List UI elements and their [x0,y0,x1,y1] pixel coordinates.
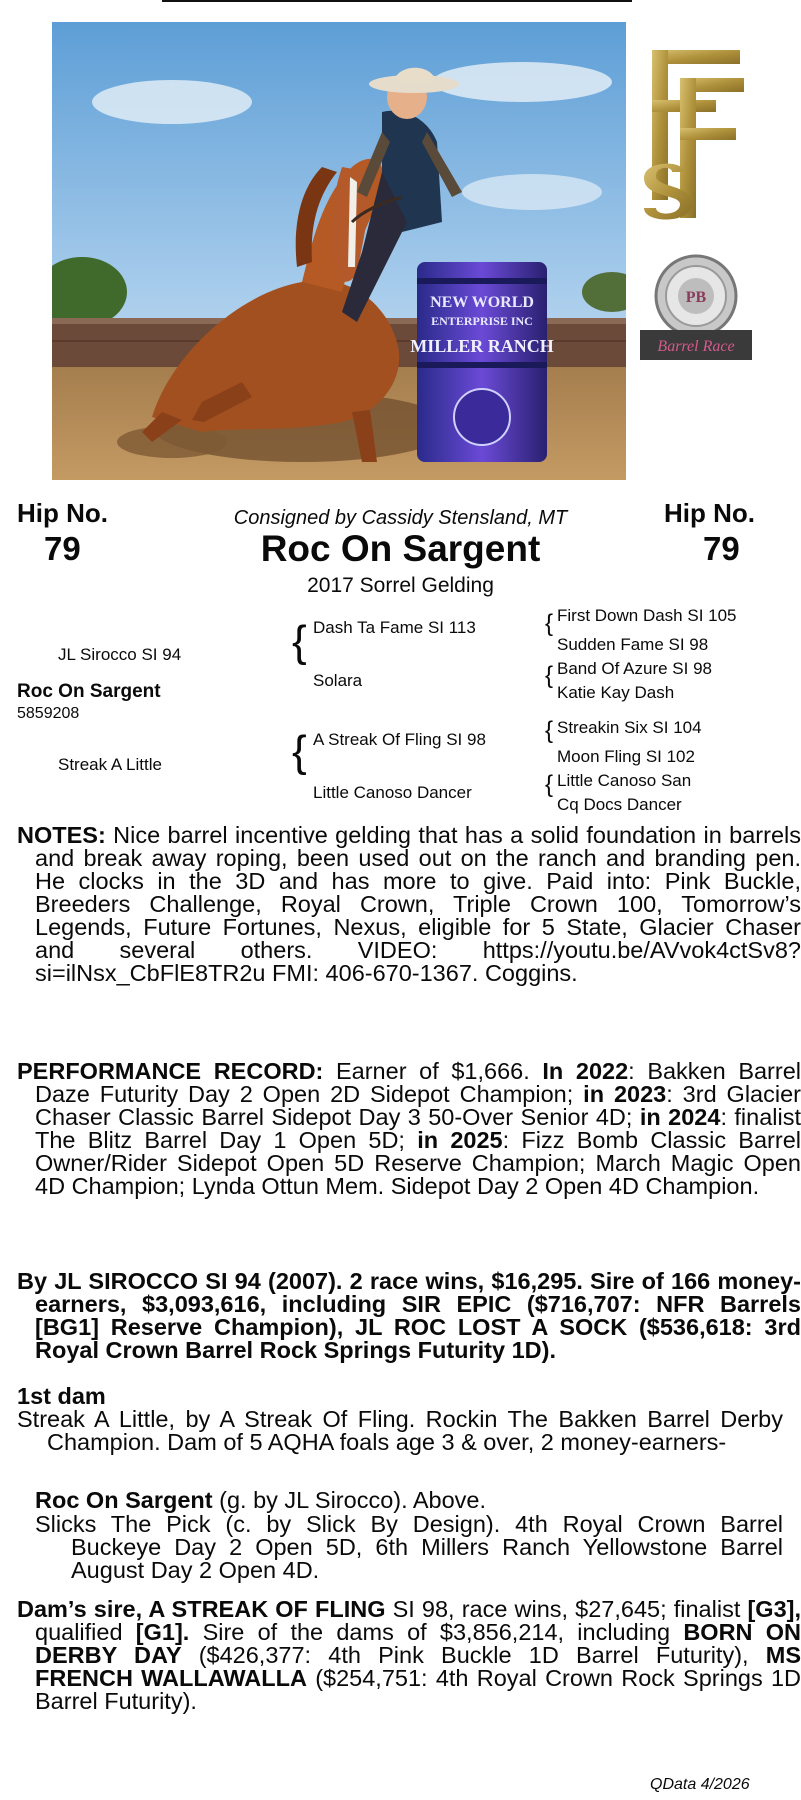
dams-sire-g3: [G3], [747,1596,801,1622]
produce-item-2 [35,1513,783,1582]
first-dam-heading: 1st dam [17,1383,106,1409]
performance-text-2022: : Bakken Barrel Daze Futurity Day 2 Open 2D Sidepot Champion; [35,1058,801,1107]
notes-section [17,824,801,985]
hip-number-right: 79 [703,530,740,567]
pedigree-g3-1: First Down Dash SI 105 [557,606,737,625]
brace-dam: { [292,727,307,776]
barrel-text-2: ENTERPRISE INC [431,314,533,328]
dams-sire-t4: ($426,377: 4th Pink Buckle 1D Barrel Futurity), [181,1642,766,1668]
brace-g3-3: { [545,717,554,744]
hip-label-right: Hip No. [664,498,755,528]
performance-year-2024: in 2024 [639,1104,721,1130]
pedigree-sire-sire: Dash Ta Fame SI 113 [313,618,476,637]
performance-year-2025: in 2025 [417,1127,503,1153]
svg-text:PB: PB [685,289,707,306]
performance-section [17,1060,801,1198]
performance-text-2025: : Fizz Bomb Classic Barrel Owner/Rider Sidepot Open 5D Reserve Champion; March Magic Open 4D Champion; Lynda Ottun Mem. Sidepot Day 2 Open 4D Champion. [35,1127,801,1199]
pedigree-sire-dam: Solara [313,671,363,690]
notes-text: Nice barrel incentive gelding that has a solid foundation in barrels and break away roping, been used out on the ranch and branding pen. He clocks in the 3D and has more to give. Paid into: Pink Buckle, Breeders Challenge, Royal Crown, Triple Crown 100, Tomorrow’s Legends, Future Fortunes, Nexus, eligible for 5 State, Glacier Chaser and several others. VIDEO: https://youtu.be/AVvok4ctSv8?si=ilNsx_CbFlE8TR2u FMI: 406-670-1367. Coggins. [35,822,801,986]
horse-name: Roc On Sargent [260,528,541,569]
dams-sire-g1: [G1]. [135,1619,190,1645]
dams-sire-t2: qualified [35,1619,136,1645]
dams-sire-born: BORN ON DERBY DAY [35,1619,801,1668]
dams-sire-t5: ($254,751: 4th Royal Crown Rock Springs 1D Barrel Futurity). [35,1665,801,1714]
dams-sire-t3: Sire of the dams of $3,856,214, including [189,1619,684,1645]
barrel-text-1: NEW WORLD [430,294,534,311]
pedigree-g3-2: Sudden Fame SI 98 [557,635,709,654]
pedigree-g3-8: Cq Docs Dancer [557,795,682,814]
pedigree-g3-7: Little Canoso San [557,771,692,790]
notes-label: NOTES: [17,822,106,848]
dams-sire-label: Dam’s sire, A STREAK OF FLING [17,1596,386,1622]
performance-intro: Earner of $1,666. [323,1058,543,1084]
pedigree-dam-sire: A Streak Of Fling SI 98 [313,730,486,749]
consignor-line: Consigned by Cassidy Stensland, MT [233,507,568,529]
dams-sire-t1: SI 98, race wins, $27,645; finalist [385,1596,748,1622]
sire-section: By JL SIROCCO SI 94 (2007). 2 race wins, $16,295. Sire of 166 money-earners, $3,093,616, including SIR EPIC ($716,707: NFR Barrels [BG1] Reserve Champion), JL ROC LOST A SOCK ($536,618: 3rd Royal Crown Barrel Rock Springs Futurity 1D). [17,1268,801,1363]
pedigree-g3-4: Katie Kay Dash [557,683,675,702]
produce-item-1 [35,1489,783,1512]
pedigree-g3-6: Moon Fling SI 102 [557,747,695,766]
pedigree-dam: Streak A Little [58,755,162,774]
dams-sire-section [17,1598,801,1713]
pedigree-dam-dam: Little Canoso Dancer [313,783,472,802]
performance-label: PERFORMANCE RECORD: [17,1058,324,1084]
top-rule [162,0,632,2]
produce-text-1: (g. by JL Sirocco). Above. [212,1487,487,1513]
pedigree-g3-5: Streakin Six SI 104 [557,718,702,737]
dams-sire-ms: MS FRENCH WALLAWALLA [35,1642,801,1691]
brace-g3-4: { [545,771,554,798]
performance-year-2022: In 2022 [542,1058,629,1084]
pedigree-horse: Roc On Sargent [17,681,161,702]
brace-g3-1: { [545,610,554,637]
performance-text-2023: : 3rd Glacier Chaser Classic Barrel Sidepot Day 3 50-Over Senior 4D; [35,1081,801,1130]
brace-sire: { [292,617,307,666]
hip-number-left: 79 [44,530,81,567]
produce-name-1: Roc On Sargent [35,1487,213,1513]
performance-year-2023: in 2023 [583,1081,667,1107]
pink-buckle-logo-text: Barrel Race [657,338,735,355]
pedigree-sire: JL Sirocco SI 94 [58,645,182,664]
horse-description: 2017 Sorrel Gelding [307,574,494,597]
registration-number: 5859208 [17,705,80,722]
first-dam-text: Streak A Little, by A Streak Of Fling. Rockin The Bakken Barrel Derby Champion. Dam of 5 AQHA foals age 3 & over, 2 money-earners- [17,1406,783,1455]
qdata-footer: QData 4/2026 [650,1776,750,1793]
produce-text-2: Slicks The Pick (c. by Slick By Design). 4th Royal Crown Barrel Buckeye Day 2 Open 5D, 6th Millers Ranch Yellowstone Barrel August Day 2 Open 4D. [35,1511,783,1583]
performance-text-2024: : finalist The Blitz Barrel Day 1 Open 5D; [35,1104,801,1153]
hip-label-left: Hip No. [17,498,108,528]
barrel-racing-photo [52,22,626,480]
brace-g3-2: { [545,662,554,689]
barrel-text-3: MILLER RANCH [410,336,554,356]
ff-brand-logo [636,48,748,228]
pink-buckle-logo [636,252,756,364]
pedigree-g3-3: Band Of Azure SI 98 [557,659,712,678]
